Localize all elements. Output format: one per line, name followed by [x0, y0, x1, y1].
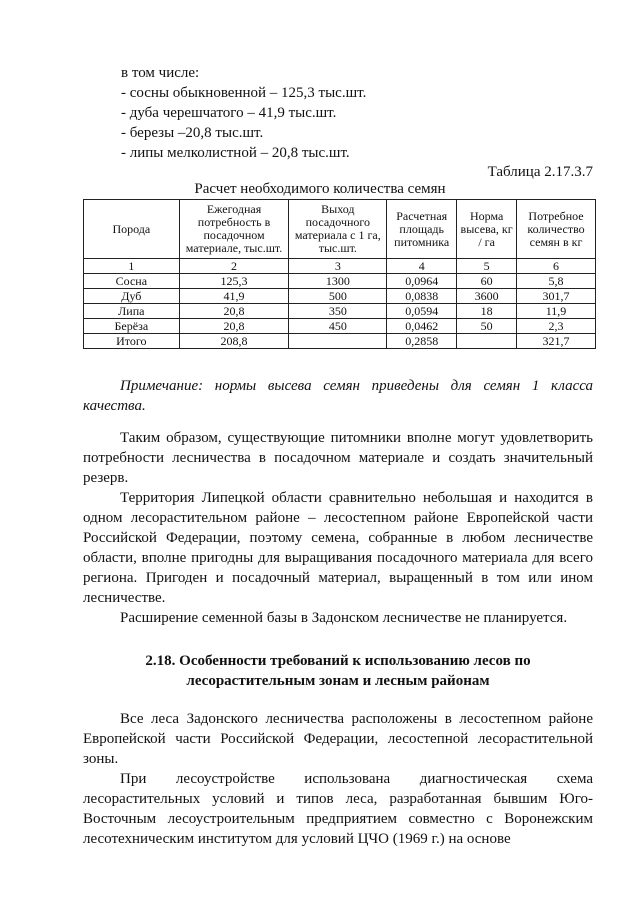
- list-item: - липы мелколистной – 20,8 тыс.шт.: [121, 145, 350, 161]
- table-cell: 0,0964: [387, 274, 457, 289]
- table-row: [84, 274, 596, 289]
- paragraph: Все леса Задонского лесничества расположены в лесостепном районе Европейской части Российской Федерации, лесостепной лесорастительной зоны.: [83, 711, 593, 767]
- paragraph: При лесоустройстве использована диагностическая схема лесорастительных условий и типов леса, разработанная бывшим Юго-Восточным лесоустроительным предприятием совместно с Воронежским лесотехническим институтом для условий ЦЧО (1969 г.) на основе: [83, 771, 593, 847]
- table-cell: 208,8: [179, 334, 289, 349]
- list-item: - дуба черешчатого – 41,9 тыс.шт.: [121, 105, 337, 121]
- table-cell: 18: [457, 304, 517, 319]
- column-number-row: [84, 259, 596, 274]
- column-header: Норма высева, кг / га: [457, 200, 517, 259]
- table-cell: 50: [457, 319, 517, 334]
- table-cell: [289, 334, 387, 349]
- list-item: - березы –20,8 тыс.шт.: [121, 125, 264, 141]
- table-title: Расчет необходимого количества семян: [194, 181, 446, 197]
- table-header-row: [84, 200, 596, 259]
- column-header: Расчетная площадь питомника: [387, 200, 457, 259]
- table-cell: 2,3: [517, 319, 596, 334]
- table-cell: Дуб: [84, 289, 180, 304]
- column-number: 4: [387, 259, 457, 274]
- table-cell: 41,9: [179, 289, 289, 304]
- seed-table: [83, 199, 596, 349]
- table-total-row: [84, 334, 596, 349]
- table-cell: 0,0462: [387, 319, 457, 334]
- paragraph: Расширение семенной базы в Задонском лесничестве не планируется.: [120, 610, 568, 626]
- column-number: 3: [289, 259, 387, 274]
- table-cell: Берёза: [84, 319, 180, 334]
- table-row: [84, 289, 596, 304]
- list-item: - сосны обыкновенной – 125,3 тыс.шт.: [121, 85, 367, 101]
- table-note: Примечание: нормы высева семян приведены для семян 1 класса качества.: [83, 378, 593, 414]
- column-number: 2: [179, 259, 289, 274]
- table-cell: 0,2858: [387, 334, 457, 349]
- column-header: Ежегодная потребность в посадочном материале, тыс.шт.: [179, 200, 289, 259]
- table-row: [84, 319, 596, 334]
- table-cell: 350: [289, 304, 387, 319]
- table-cell: 125,3: [179, 274, 289, 289]
- column-number: 6: [517, 259, 596, 274]
- table-cell: 0,0594: [387, 304, 457, 319]
- table-cell: 3600: [457, 289, 517, 304]
- table-cell: 301,7: [517, 289, 596, 304]
- table-cell: 5,8: [517, 274, 596, 289]
- paragraph: Таким образом, существующие питомники вполне могут удовлетворить потребности лесничества в посадочном материале и создать значительный резерв.: [83, 430, 593, 486]
- table-cell: Итого: [84, 334, 180, 349]
- table-cell: 20,8: [179, 319, 289, 334]
- section-heading: 2.18. Особенности требований к использованию лесов по лесорастительным зонам и лесным районам: [145, 653, 531, 689]
- table-cell: 321,7: [517, 334, 596, 349]
- column-header: Порода: [84, 200, 180, 259]
- column-number: 1: [84, 259, 180, 274]
- table-cell: 20,8: [179, 304, 289, 319]
- column-header: Потребное количество семян в кг: [517, 200, 596, 259]
- paragraph: Территория Липецкой области сравнительно небольшая и находится в одном лесорастительном районе – лесостепном районе Европейской части Российской Федерации, поэтому семена, собранные в любом лесничестве области, вполне пригодны для выращивания посадочного материала для всего региона. Пригоден и посадочный материал, выращенный в том или ином лесничестве.: [83, 490, 593, 606]
- table-cell: 500: [289, 289, 387, 304]
- table-row: [84, 304, 596, 319]
- table-cell: 11,9: [517, 304, 596, 319]
- table-caption: Таблица 2.17.3.7: [487, 164, 593, 180]
- table-cell: Липа: [84, 304, 180, 319]
- table-cell: 60: [457, 274, 517, 289]
- table-cell: 1300: [289, 274, 387, 289]
- column-header: Выход посадочного материала с 1 га, тыс.шт.: [289, 200, 387, 259]
- list-lead: в том числе:: [121, 65, 200, 81]
- table-cell: 450: [289, 319, 387, 334]
- table-cell: 0,0838: [387, 289, 457, 304]
- table-cell: [457, 334, 517, 349]
- column-number: 5: [457, 259, 517, 274]
- table-cell: Сосна: [84, 274, 180, 289]
